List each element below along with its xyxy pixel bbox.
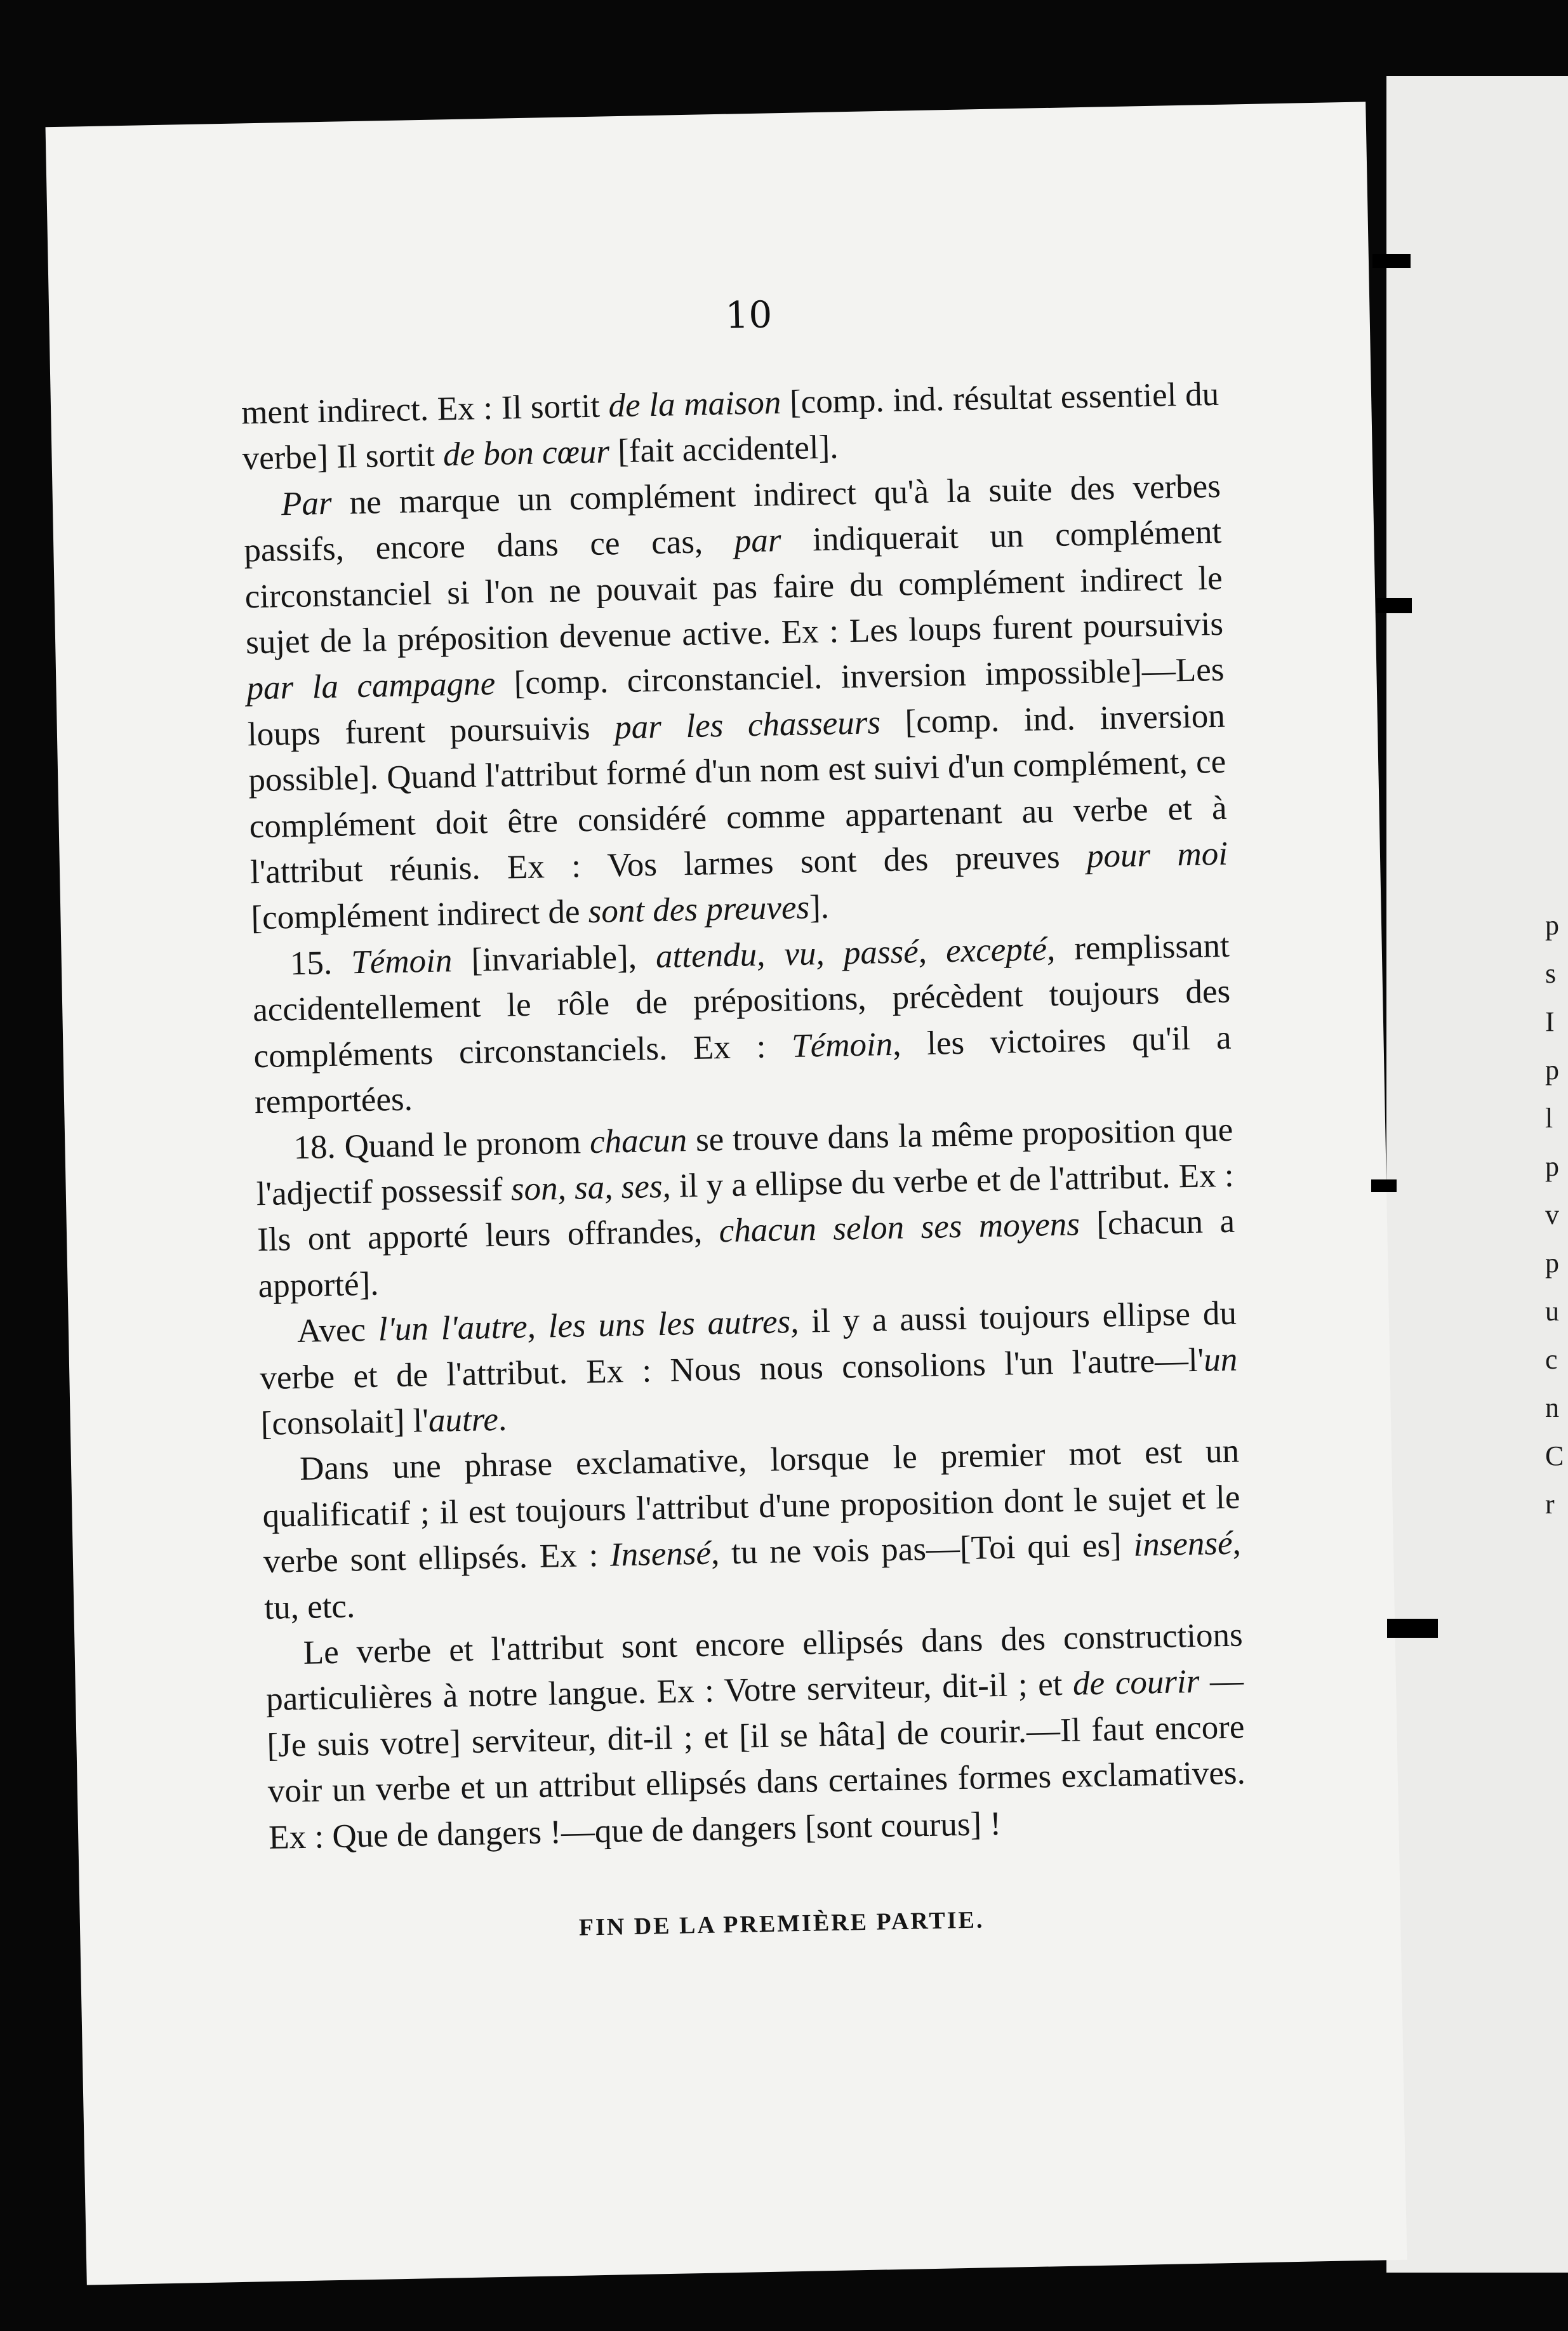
text-run: ne marque un complément indirect qu'à la suite des verbes passifs, encore dans ce cas, [243, 467, 1221, 569]
text-run: Dans une phrase exclamative, lorsque le premier mot est un qualificatif ; il est toujours l'attribut d'une proposition dont le sujet et le verbe sont ellipsés. Ex : [262, 1432, 1240, 1581]
italic-text: de bon cœur [442, 433, 610, 474]
text-run: [chacun a apporté]. [258, 1202, 1235, 1305]
text-run: indiquerait un complément circonstanciel si l'on ne pouvait pas faire du complément indirect le sujet de la préposition devenue active. Ex : Les loups furent poursuivis [244, 514, 1224, 661]
italic-text: Par [281, 484, 333, 523]
text-run: il y a ellipse du verbe et de l'attribut. Ex : Ils ont apporté leurs offrandes, [256, 1157, 1235, 1259]
text-run: 15. [289, 944, 352, 982]
italic-text: sont des preuves [588, 889, 810, 931]
text-run: [complément indirect de [250, 893, 589, 937]
text-run: , tu ne vois pas—[Toi qui es] [710, 1526, 1134, 1572]
page-number: 10 [724, 293, 773, 337]
text-run: remplissant accidentellement le rôle de prépositions, précèdent toujours des compléments circonstanciels. Ex : [252, 927, 1231, 1075]
gutter-mark [1371, 1179, 1397, 1192]
text-run: [comp. circonstanciel. inversion impossible]—Les loups furent poursuivis [247, 651, 1225, 754]
paragraph [243, 463, 1229, 941]
adjacent-letter: s [1545, 958, 1557, 989]
italic-text: de courir [1072, 1663, 1200, 1703]
italic-text: par les chasseurs [614, 704, 881, 747]
adjacent-letter: p [1545, 1054, 1559, 1086]
italic-text: Insensé [609, 1534, 712, 1574]
text-run: Le verbe et l'attribut sont encore ellipsés dans des constructions particulières à notre langue. Ex : Votre serviteur, dit-il ; et [265, 1616, 1244, 1718]
text-run: [invariable], [451, 938, 656, 980]
paragraph [255, 1106, 1236, 1309]
paragraph [241, 371, 1220, 482]
gutter-mark [1376, 598, 1412, 613]
book-page [46, 102, 1407, 2285]
text-run: , les victoires qu'il a remportées. [254, 1019, 1232, 1121]
italic-text: Témoin [791, 1025, 893, 1065]
italic-text: autre [428, 1400, 499, 1440]
end-of-part-note: FIN DE LA PREMIÈRE PARTIE. [578, 1906, 985, 1941]
text-run: il y a aussi toujours ellipse du verbe et de l'attribut. Ex : Nous nous consolions l'un l'autre—l' [259, 1294, 1237, 1397]
adjacent-letter: p [1545, 1151, 1559, 1182]
text-run: Avec [296, 1311, 379, 1350]
adjacent-letter: p [1545, 910, 1559, 941]
adjacent-page-letters [1545, 901, 1568, 1529]
text-run: [comp. ind. résultat essentiel du verbe] Il sortit [242, 375, 1219, 477]
adjacent-letter: C [1545, 1440, 1564, 1471]
paragraph [251, 923, 1232, 1126]
text-run: [comp. ind. inversion possible]. Quand l'attribut formé d'un nom est suivi d'un complément, ce complément doit être considéré comme appartenant au verbe et à l'attribut réunis. Ex : Vos larmes sont des preuves [248, 697, 1228, 891]
text-run: . [498, 1400, 507, 1438]
body-text [241, 371, 1247, 1861]
paragraph [258, 1291, 1239, 1447]
adjacent-letter: u [1545, 1296, 1559, 1327]
italic-text: l'un l'autre, les uns les autres, [378, 1303, 799, 1348]
paragraph [262, 1428, 1242, 1631]
adjacent-page-edge [1386, 76, 1568, 2273]
adjacent-letter: n [1545, 1392, 1559, 1423]
italic-text: attendu, vu, passé, excepté, [655, 930, 1056, 975]
adjacent-letter: c [1545, 1344, 1558, 1375]
text-run: , tu, etc. [263, 1524, 1242, 1626]
adjacent-letter: p [1545, 1247, 1559, 1278]
italic-text: son, sa, ses, [510, 1167, 672, 1208]
italic-text: chacun selon ses moyens [719, 1205, 1080, 1250]
italic-text: un [1203, 1341, 1238, 1379]
italic-text: de la maison [608, 384, 781, 425]
italic-text: insensé [1133, 1524, 1233, 1564]
text-run: se trouve dans la même proposition que l'adjectif possessif [256, 1111, 1233, 1213]
text-run: [consolait] l' [260, 1402, 429, 1443]
text-run: 18. Quand le pronom [293, 1123, 590, 1166]
gutter-mark [1387, 1619, 1438, 1638]
paragraph [265, 1612, 1247, 1861]
adjacent-letter: l [1545, 1103, 1553, 1134]
adjacent-letter: r [1545, 1489, 1555, 1520]
adjacent-letter: I [1545, 1006, 1555, 1037]
italic-text: par la campagne [246, 665, 496, 707]
text-run: ment indirect. Ex : Il sortit [241, 387, 609, 432]
italic-text: par [734, 522, 782, 560]
text-run: ]. [809, 889, 830, 926]
gutter-mark [1372, 254, 1411, 268]
text-run: —[Je suis votre] serviteur, dit-il ; et [il se hâta] de courir.—Il faut encore voir un verbe et un attribut ellipsés dans certaines formes exclamatives. Ex : Que de dangers !—que de dangers [sont courus] ! [267, 1662, 1246, 1856]
adjacent-letter: v [1545, 1199, 1559, 1230]
italic-text: chacun [589, 1121, 688, 1160]
italic-text: pour moi [1086, 835, 1228, 875]
text-run: [fait accidentel]. [609, 428, 839, 470]
italic-text: Témoin [350, 942, 453, 981]
